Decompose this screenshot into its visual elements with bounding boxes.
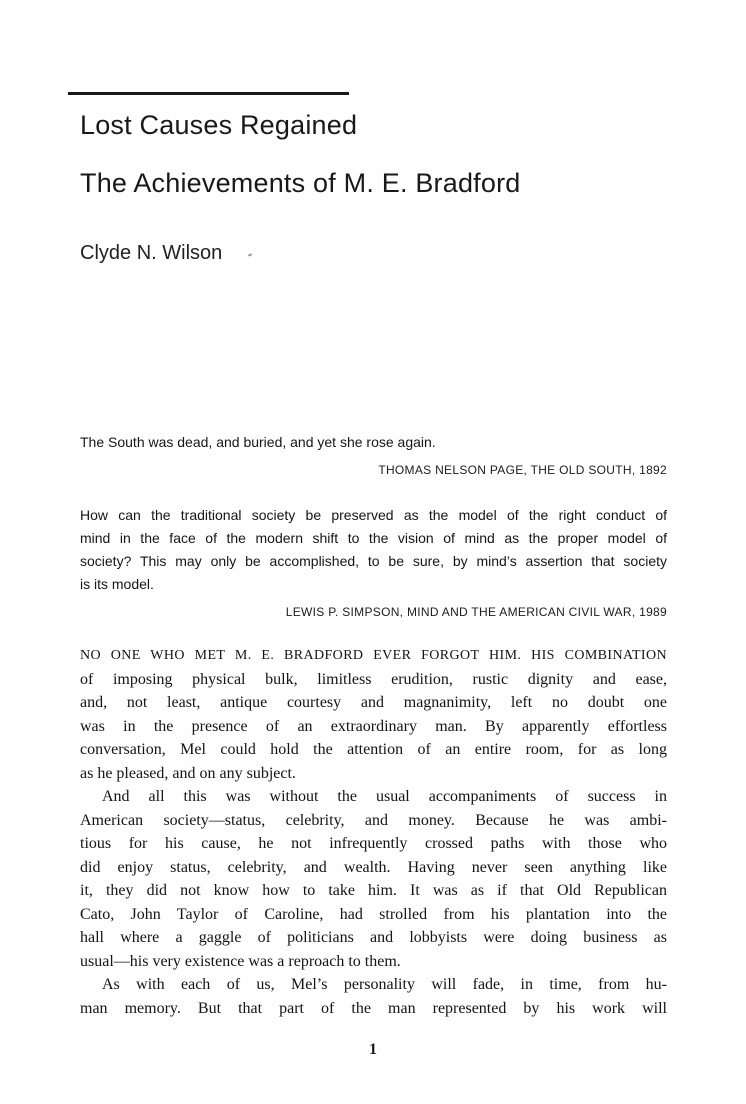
text-line: tious for his cause, he not infrequently crossed paths with those who xyxy=(80,835,667,852)
epigraph-page xyxy=(80,431,667,482)
epigraph-attribution: THOMAS NELSON PAGE, THE OLD SOUTH, 1892 xyxy=(378,463,667,477)
text-line: as he pleased, and on any subject. xyxy=(80,764,296,782)
text-line: of imposing physical bulk, limitless erudition, rustic dignity and ease, xyxy=(80,670,667,688)
text-line: it, they did not know how to take him. It was as if that Old Republican xyxy=(80,882,667,899)
page-number: 1 xyxy=(369,1041,377,1058)
epigraph-line: is its model. xyxy=(80,576,154,592)
chapter-title: Lost Causes Regained xyxy=(80,110,358,140)
epigraph-quote xyxy=(80,504,667,596)
body-text xyxy=(80,644,667,1020)
text-line: NO ONE WHO MET M. E. BRADFORD EVER FORGOT HIM. HIS COMBINATION xyxy=(80,648,667,663)
scan-artifact-dot xyxy=(248,253,252,257)
paragraph-3 xyxy=(80,973,667,1020)
text-line: And all this was without the usual accompaniments of success in xyxy=(102,788,667,805)
text-line: hall where a gaggle of politicians and lobbyists were doing business as xyxy=(80,929,667,946)
text-line: As with each of us, Mel’s personality will fade, in time, from hu- xyxy=(102,976,667,993)
epigraph-line: society? This may only be accomplished, to be sure, by mind’s assertion that society xyxy=(80,553,667,569)
chapter-subtitle: The Achievements of M. E. Bradford xyxy=(80,168,521,198)
text-line: and, not least, antique courtesy and magnanimity, left no doubt one xyxy=(80,694,667,711)
text-line: American society—status, celebrity, and money. Because he was ambi- xyxy=(80,811,667,829)
text-line: usual—his very existence was a reproach to them. xyxy=(80,952,401,970)
paragraph-1 xyxy=(80,644,667,785)
chapter-head-rule xyxy=(68,92,349,95)
epigraph-line: How can the traditional society be preserved as the model of the right conduct of xyxy=(80,507,667,523)
epigraph-line: The South was dead, and buried, and yet she rose again. xyxy=(80,434,436,450)
text-line: Cato, John Taylor of Caroline, had strolled from his plantation into the xyxy=(80,905,667,923)
text-line: did enjoy status, celebrity, and wealth. Having never seen anything like xyxy=(80,858,667,876)
text-line: conversation, Mel could hold the attention of an entire room, for as long xyxy=(80,741,667,758)
author-name: Clyde N. Wilson xyxy=(80,242,223,264)
text-line: was in the presence of an extraordinary man. By apparently effortless xyxy=(80,717,667,735)
epigraph-quote xyxy=(80,431,667,454)
epigraph-line: mind in the face of the modern shift to the vision of mind as the proper model of xyxy=(80,530,667,546)
epigraph-attribution: LEWIS P. SIMPSON, MIND AND THE AMERICAN CIVIL WAR, 1989 xyxy=(285,605,667,619)
epigraph-simpson xyxy=(80,504,667,624)
text-line: man memory. But that part of the man represented by his work will xyxy=(80,999,667,1017)
paragraph-2 xyxy=(80,785,667,973)
